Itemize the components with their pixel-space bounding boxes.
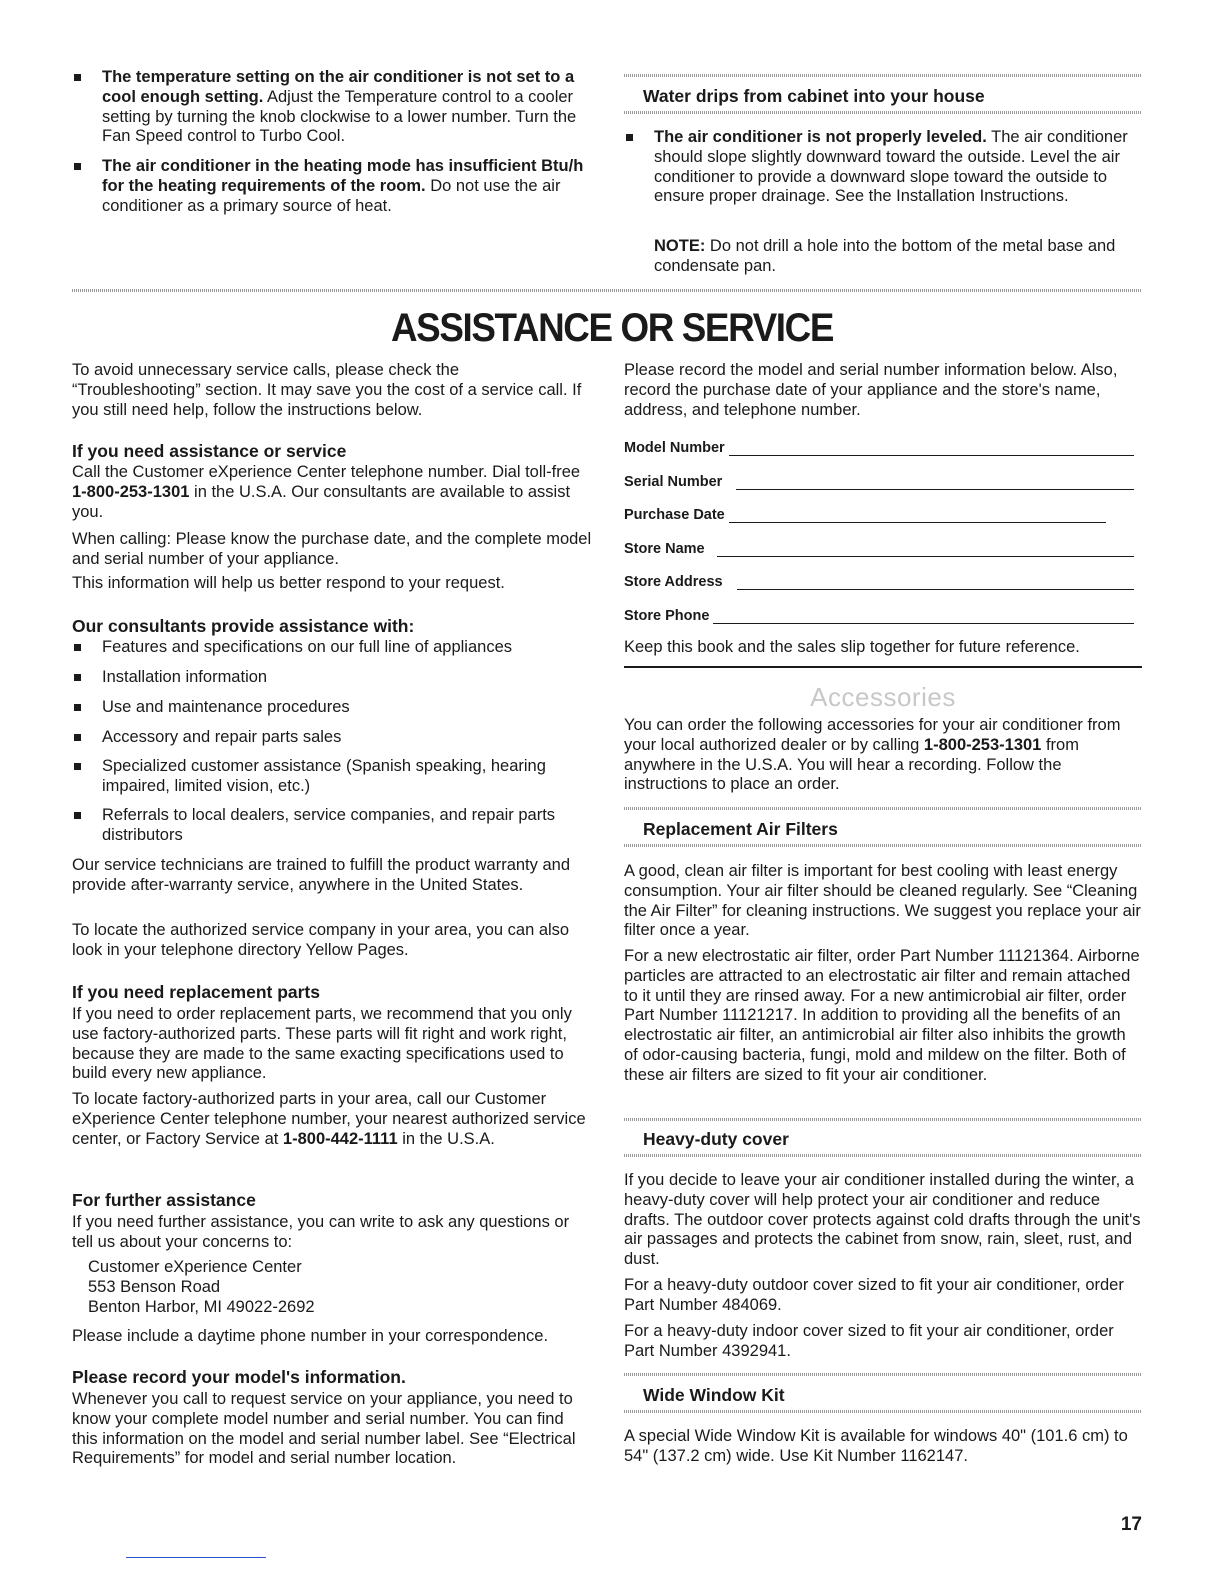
store-phone-field[interactable] [624, 604, 1134, 624]
field-line [737, 576, 1134, 590]
cause-bullet-leveled [624, 128, 1142, 207]
parts-text: To locate factory-authorized parts in your area, call our Customer eXperience Center telephone number, your nearest authorized service center, or Factory Service at [72, 1090, 586, 1148]
cover-indoor-paragraph: For a heavy-duty indoor cover sized to fit your air conditioner, order Part Number 4392941. [624, 1322, 1114, 1360]
section-rule [624, 1410, 1142, 1413]
cause-title: The temperature setting on the air conditioner is not set to a cool enough setting. [102, 68, 575, 106]
heading-parts: If you need replacement parts [72, 982, 320, 1002]
accessories-text: You can order the following accessories for your air conditioner from your local authorized dealer or by calling [624, 716, 1121, 754]
field-line [729, 509, 1106, 523]
section-rule [624, 111, 1142, 114]
heading-assistance: If you need assistance or service [72, 441, 347, 461]
address-line: Benton Harbor, MI 49022-2692 [88, 1298, 315, 1316]
store-address-field[interactable] [624, 570, 1134, 590]
page-number: 17 [1120, 1514, 1142, 1535]
serial-number-field[interactable] [624, 470, 1134, 490]
field-label: Store Name [624, 541, 705, 557]
section-divider [72, 289, 1142, 292]
field-line [729, 442, 1134, 456]
locate-paragraph: To locate the authorized service company in your area, you can also look in your telephone directory Yellow Pages. [72, 921, 570, 959]
calling-paragraph: When calling: Please know the purchase date, and the complete model and serial number of your appliance. [72, 530, 592, 568]
section-rule [624, 807, 1142, 810]
cause-bullet-temperature [72, 68, 592, 147]
section-rule [624, 1373, 1142, 1376]
cause-bullet-heating [72, 157, 592, 216]
list-item: Referrals to local dealers, service companies, and repair parts distributors [72, 806, 592, 846]
note-label: NOTE: [654, 237, 706, 255]
address-line: Customer eXperience Center [88, 1258, 302, 1276]
section-rule [624, 1118, 1142, 1121]
page-title: ASSISTANCE OR SERVICE [390, 306, 834, 350]
accessories-text: from anywhere in the U.S.A. You will hear a recording. Follow the instructions to place an order. [624, 735, 1079, 794]
address-line: 553 Benson Road [88, 1278, 221, 1296]
keep-note: Keep this book and the sales slip together for future reference. [624, 638, 1080, 656]
record-intro: Please record the model and serial number information below. Also, record the purchase date of your appliance and the store's name, address, and telephone number. [624, 361, 1118, 419]
field-line [717, 543, 1134, 557]
field-label: Model Number [624, 440, 725, 456]
cause-text: Do not use the air conditioner as a primary source of heat. [102, 176, 561, 215]
cover-paragraph: If you decide to leave your air conditioner installed during the winter, a heavy-duty cover will help protect your air conditioner and reduce drafts. The outdoor cover protects against cold drafts through the unit's air passages and protects the cabinet from snow, rain, sleet, rust, and dust. [624, 1171, 1141, 1269]
field-label: Serial Number [624, 474, 723, 490]
heading-filters: Replacement Air Filters [643, 819, 838, 839]
filters-paragraph: A good, clean air filter is important for best cooling with least energy consumption. Your air filter should be cleaned regularly. See “Cleaning the Air Filter” for cleaning instructions. We suggest you replace your air filter once a year. [624, 862, 1141, 940]
info-paragraph: This information will help us better respond to your request. [72, 574, 505, 592]
technicians-paragraph: Our service technicians are trained to fulfill the product warranty and provide after-warranty service, anywhere in the United States. [72, 856, 570, 894]
parts-text: in the U.S.A. [397, 1129, 495, 1148]
field-label: Store Address [624, 574, 723, 590]
note [654, 237, 1142, 277]
heading-window-kit: Wide Window Kit [643, 1385, 785, 1405]
list-item: Specialized customer assistance (Spanish speaking, hearing impaired, limited vision, etc.) [72, 757, 592, 797]
store-name-field[interactable] [624, 537, 1134, 557]
record-paragraph: Whenever you call to request service on your appliance, you need to know your complete model number and serial number. You can find this information on the model and serial number label. See “Electrical Requirements” for model and serial number location. [72, 1390, 576, 1468]
section-rule [624, 74, 1142, 77]
note-text: Do not drill a hole into the bottom of the metal base and condensate pan. [654, 237, 1116, 275]
list-item: Installation information [72, 668, 592, 688]
problem-heading: Water drips from cabinet into your house [643, 86, 985, 106]
scan-mark [126, 1557, 266, 1558]
assistance-text: in the U.S.A. Our consultants are available to assist you. [72, 482, 571, 521]
cause-title: The air conditioner is not properly leveled. [654, 128, 987, 146]
heading-record: Please record your model's information. [72, 1367, 406, 1387]
phone-number: 1-800-253-1301 [923, 735, 1042, 754]
intro-paragraph: To avoid unnecessary service calls, please check the “Troubleshooting” section. It may save you the cost of a service call. If you still need help, follow the instructions below. [72, 361, 582, 419]
list-item: Use and maintenance procedures [72, 698, 592, 718]
section-divider [624, 666, 1142, 668]
heading-consultants: Our consultants provide assistance with: [72, 616, 415, 636]
cause-title: The air conditioner in the heating mode has insufficient Btu/h for the heating requirements of the room. [102, 157, 584, 195]
section-rule [624, 844, 1142, 847]
cause-text: Adjust the Temperature control to a cooler setting by turning the knob clockwise to a lower number. Turn the Fan Speed control to Turbo Cool. [102, 87, 577, 146]
phone-number: 1-800-253-1301 [72, 482, 190, 501]
assistance-text: Call the Customer eXperience Center telephone number. Dial toll-free [72, 463, 581, 481]
phone-number: 1-800-442-1111 [282, 1129, 398, 1148]
heading-cover: Heavy-duty cover [643, 1129, 789, 1149]
phone-note: Please include a daytime phone number in your correspondence. [72, 1327, 549, 1345]
field-label: Store Phone [624, 608, 710, 624]
field-label: Purchase Date [624, 507, 725, 523]
parts-paragraph: If you need to order replacement parts, we recommend that you only use factory-authorized parts. These parts will fit right and work right, because they are made to the same exacting specifications used to build every new appliance. [72, 1005, 572, 1083]
list-item: Features and specifications on our full line of appliances [72, 638, 592, 658]
assistance-paragraph [72, 463, 592, 522]
heading-further: For further assistance [72, 1190, 256, 1210]
cover-outdoor-paragraph: For a heavy-duty outdoor cover sized to fit your air conditioner, order Part Number 484069. [624, 1276, 1124, 1314]
cause-text: The air conditioner should slope slightly downward toward the outside. Level the air conditioner to provide a downward slope toward the outside to ensure proper drainage. See the Installation Instructions. [654, 128, 1128, 206]
model-number-field[interactable] [624, 436, 1134, 456]
field-line [713, 610, 1134, 624]
list-item: Accessory and repair parts sales [72, 728, 592, 748]
further-paragraph: If you need further assistance, you can write to ask any questions or tell us about your concerns to: [72, 1213, 570, 1251]
accessories-intro [624, 716, 1142, 795]
parts-locate-paragraph [72, 1090, 592, 1149]
purchase-date-field[interactable] [624, 503, 1134, 523]
filters-order-paragraph: For a new electrostatic air filter, order Part Number 11121364. Airborne particles are attracted to an electrostatic air filter and remain attached to it until they are rinsed away. For a new antimicrobial air filter, order Part Number 11121217. In addition to providing all the benefits of an electrostatic air filter, an antimicrobial air filter also inhibits the growth of odor-causing bacteria, fungi, mold and mildew on the filter. Both of these air filters are sized to fit your air conditioner. [624, 947, 1140, 1084]
field-line [736, 476, 1134, 490]
accessories-title: Accessories [810, 682, 956, 712]
window-kit-paragraph: A special Wide Window Kit is available for windows 40" (101.6 cm) to 54" (137.2 cm) wide. Use Kit Number 1162147. [624, 1427, 1128, 1465]
section-rule [624, 1154, 1142, 1157]
